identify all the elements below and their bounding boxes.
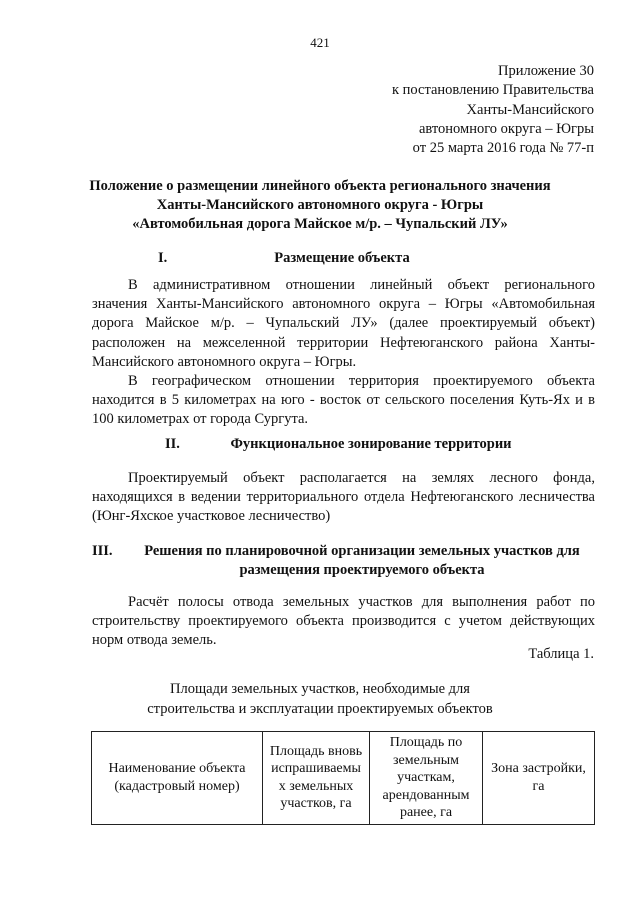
- paragraph: В административном отношении линейный объект регионального значения Ханты-Мансийского автономного округа – Югры «Автомобильная дорога Майское м/р. – Чупальский ЛУ» (далее проектируемый объект) расположен на межселенной территории Нефтеюганского района Ханты-Мансийского автономного округа – Югры.: [92, 277, 595, 370]
- table-header-row: [92, 732, 595, 825]
- section-title: размещения проектируемого объекта: [239, 562, 485, 578]
- section-2-body: [92, 469, 595, 527]
- page-number: 421: [310, 35, 330, 50]
- appendix-line: от 25 марта 2016 года № 77-п: [412, 140, 594, 157]
- table-header-cell: Зона застройки, га: [483, 732, 595, 825]
- title-line: Ханты-Мансийского автономного округа - Югры: [156, 197, 484, 213]
- document-title: [46, 177, 594, 234]
- section-title: Функциональное зонирование территории: [230, 436, 512, 452]
- table-header-cell: Площадь вновь испрашиваемы х земельных участков, га: [263, 732, 370, 825]
- appendix-line: автономного округа – Югры: [418, 120, 594, 137]
- title-line: Положение о размещении линейного объекта регионального значения: [89, 178, 551, 194]
- section-1-body: [92, 276, 595, 430]
- caption-line: строительства и эксплуатации проектируемых объектов: [147, 700, 493, 717]
- section-title: Размещение объекта: [274, 250, 410, 266]
- table-header-cell: Площадь по земельным участкам, арендованным ранее, га: [370, 732, 483, 825]
- section-2-heading: [92, 435, 592, 454]
- table-label: Таблица 1.: [528, 646, 594, 662]
- paragraph: В географическом отношении территория проектируемого объекта находится в 5 километрах на юго - восток от сельского поселения Куть-Ях и в 100 километрах от города Сургута.: [92, 373, 595, 428]
- table-caption: [0, 680, 640, 719]
- section-3-body: [92, 593, 595, 651]
- section-3-heading: [92, 542, 592, 580]
- appendix-reference: [294, 62, 594, 158]
- caption-line: Площади земельных участков, необходимые для: [170, 681, 470, 697]
- section-1-heading: [92, 249, 592, 268]
- paragraph: Расчёт полосы отвода земельных участков для выполнения работ по строительству проектируемого объекта производится с учетом действующих норм отвода земель.: [92, 594, 595, 649]
- appendix-line: Ханты-Мансийского: [466, 101, 594, 118]
- paragraph: Проектируемый объект располагается на землях лесного фонда, находящихся в ведении территориального отдела Нефтеюганского лесничества (Юнг-Яхское участковое лесничество): [92, 470, 595, 525]
- table-header-cell: Наименование объекта (кадастровый номер): [92, 732, 263, 825]
- appendix-line: Приложение 30: [498, 63, 594, 79]
- section-title: Решения по планировочной организации земельных участков для: [144, 543, 580, 559]
- appendix-line: к постановлению Правительства: [392, 82, 594, 99]
- title-line: «Автомобильная дорога Майское м/р. – Чупальский ЛУ»: [132, 216, 508, 232]
- land-area-table: [91, 731, 595, 825]
- section-number: III.: [92, 543, 113, 559]
- section-number: I.: [158, 250, 168, 266]
- section-number: II.: [165, 436, 180, 452]
